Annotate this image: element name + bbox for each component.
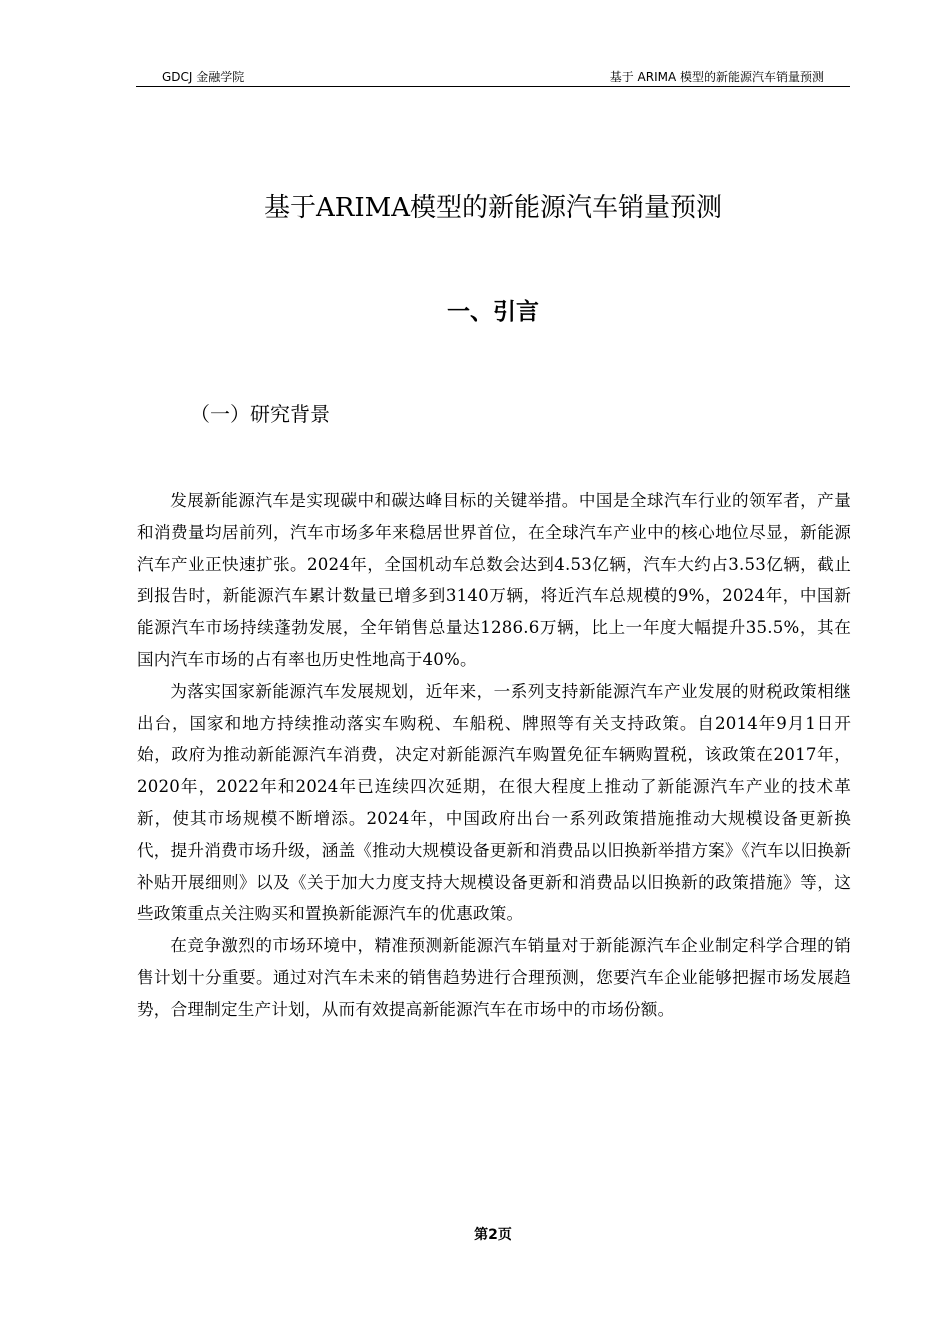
section-heading: 一、引言: [447, 299, 539, 325]
subsection-heading: （一）研究背景: [190, 402, 330, 426]
paragraph-3: 在竞争激烈的市场环境中，精准预测新能源汽车销量对于新能源汽车企业制定科学合理的销售计划十分重要。通过对汽车未来的销售趋势进行合理预测，您要汽车企业能够把握市场发展趋势，合理制定生产计划，从而有效提高新能源汽车在市场中的市场份额。: [137, 936, 851, 1019]
page-number: 第2页: [474, 1227, 512, 1243]
paragraph-1: 发展新能源汽车是实现碳中和碳达峰目标的关键举措。中国是全球汽车行业的领军者，产量和消费量均居前列，汽车市场多年来稳居世界首位，在全球汽车产业中的核心地位尽显，新能源汽车产业正快速扩张。2024年，全国机动车总数会达到4.53亿辆，汽车大约占3.53亿辆，截止到报告时，新能源汽车累计数量已增多到3140万辆，将近汽车总规模的9%，2024年，中国新能源汽车市场持续蓬勃发展，全年销售总量达1286.6万辆，比上一年度大幅提升35.5%，其在国内汽车市场的占有率也历史性地高于40%。: [137, 491, 851, 669]
page-header: [136, 66, 850, 87]
document-title: 基于ARIMA模型的新能源汽车销量预测: [263, 193, 723, 223]
header-document-title: 基于 ARIMA 模型的新能源汽车销量预测: [609, 70, 824, 84]
paragraph-2: 为落实国家新能源汽车发展规划，近年来，一系列支持新能源汽车产业发展的财税政策相继出台，国家和地方持续推动落实车购税、车船税、牌照等有关支持政策。自2014年9月1日开始，政府为推动新能源汽车消费，决定对新能源汽车购置免征车辆购置税，该政策在2017年，2020年，2022年和2024年已连续四次延期，在很大程度上推动了新能源汽车产业的技术革新，使其市场规模不断增添。2024年，中国政府出台一系列政策措施推动大规模设备更新换代，提升消费市场升级，涵盖《推动大规模设备更新和消费品以旧换新举措方案》《汽车以旧换新补贴开展细则》以及《关于加大力度支持大规模设备更新和消费品以旧换新的政策措施》等，这些政策重点关注购买和置换新能源汽车的优惠政策。: [137, 681, 851, 924]
body-text: [137, 485, 851, 1026]
header-institution: GDCJ 金融学院: [162, 70, 245, 84]
